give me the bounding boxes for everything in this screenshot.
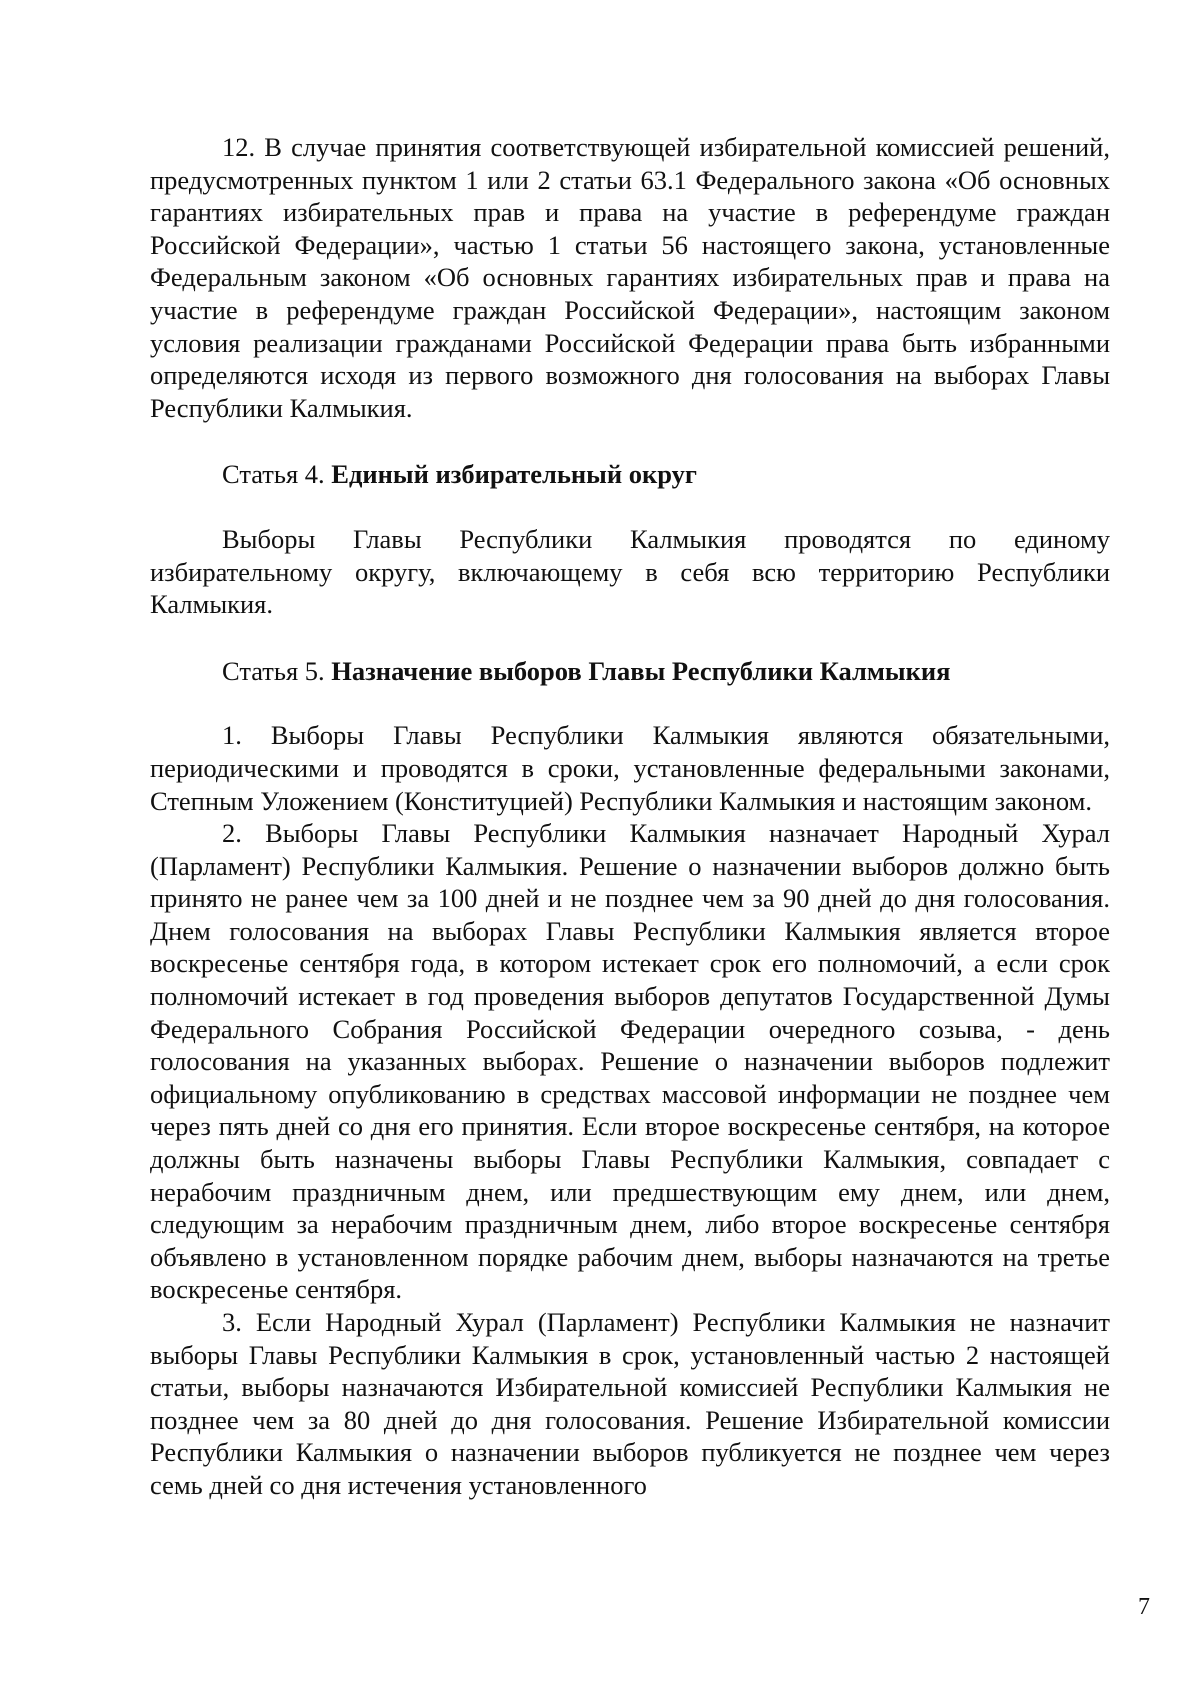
article-4-prefix: Статья 4. xyxy=(222,459,332,490)
article-5-part-1: 1. Выборы Главы Республики Калмыкия являются обязательными, периодическими и проводятся в сроки, установленные федеральными законами, Степным Уложением (Конституцией) Республики Калмыкия и настоящим законом. xyxy=(150,720,1110,816)
document-page xyxy=(150,131,1110,1502)
article-5-heading xyxy=(150,655,1110,688)
article-4-heading xyxy=(150,458,1110,491)
article-5-title: Назначение выборов Главы Республики Калмыкия xyxy=(331,655,951,686)
article-4-text: Выборы Главы Республики Калмыкия проводятся по единому избирательному округу, включающему в себя всю территорию Республики Калмыкия. xyxy=(150,523,1110,620)
article-5-prefix: Статья 5. xyxy=(222,655,332,686)
article-4-title: Единый избирательный округ xyxy=(331,459,697,490)
article-5-part-2: 2. Выборы Главы Республики Калмыкия назначает Народный Хурал (Парламент) Республики Калмыкия. Решение о назначении выборов должно быть принято не ранее чем за 100 дней и не позднее чем за 90 дней до дня голосования. Днем голосования на выборах Главы Республики Калмыкия является второе воскресенье сентября года, в котором истекает срок его полномочий, а если срок полномочий истекает в год проведения выборов депутатов Государственной Думы Федерального Собрания Российской Федерации очередного созыва, - день голосования на указанных выборах. Решение о назначении выборов подлежит официальному опубликованию в средствах массовой информации не позднее чем через пять дней со дня его принятия. Если второе воскресенье сентября, на которое должны быть назначены выборы Главы Республики Калмыкия, совпадает с нерабочим праздничным днем, или предшествующим ему днем, или днем, следующим за нерабочим праздничным днем, либо второе воскресенье сентября объявлено в установленном порядке рабочим днем, выборы назначаются на третье воскресенье сентября. xyxy=(150,818,1110,1305)
page-number: 7 xyxy=(1138,1594,1150,1620)
article-5-part-3: 3. Если Народный Хурал (Парламент) Республики Калмыкия не назначит выборы Главы Республики Калмыкия в срок, установленный частью 2 настоящей статьи, выборы назначаются Избирательной комиссией Республики Калмыкия не позднее чем за 80 дней до дня голосования. Решение Избирательной комиссии Республики Калмыкия о назначении выборов публикуется не позднее чем через семь дней со дня истечения установленного xyxy=(150,1307,1110,1500)
paragraph-12: 12. В случае принятия соответствующей избирательной комиссией решений, предусмотренных пунктом 1 или 2 статьи 63.1 Федерального закона «Об основных гарантиях избирательных прав и права на участие в референдуме граждан Российской Федерации», частью 1 статьи 56 настоящего закона, установленные Федеральным законом «Об основных гарантиях избирательных прав и права на участие в референдуме граждан Российской Федерации», настоящим законом условия реализации гражданами Российской Федерации права быть избранными определяются исходя из первого возможного дня голосования на выборах Главы Республики Калмыкия. xyxy=(150,132,1110,423)
